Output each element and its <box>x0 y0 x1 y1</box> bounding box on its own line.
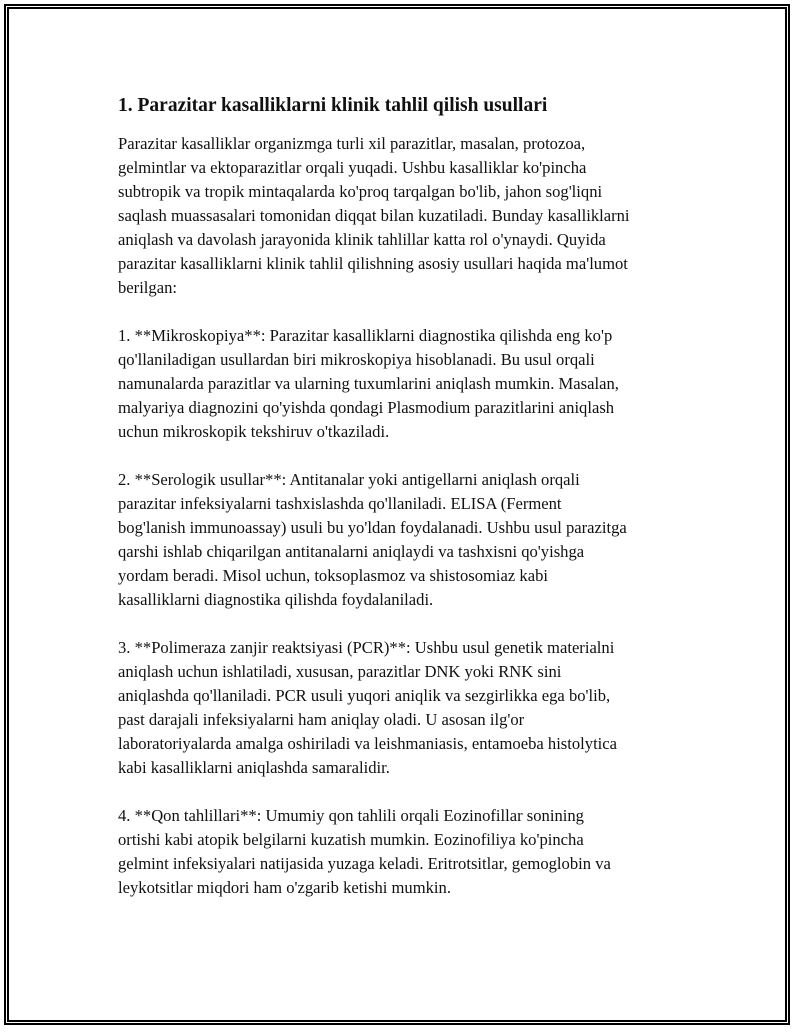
qon-tahlillari-paragraph: 4. **Qon tahlillari**: Umumiy qon tahlili orqali Eozinofillar sonining ortishi kabi atopik belgilarni kuzatish mumkin. Eozinofiliya ko'pincha gelmint infeksiyalari natijasida yuzaga keladi. Eritrotsitlar, gemoglobin va leykotsitlar miqdori ham o'zgarib ketishi mumkin. <box>118 806 611 897</box>
document-body <box>118 92 688 924</box>
serologik-paragraph: 2. **Serologik usullar**: Antitanalar yoki antigellarni aniqlash orqali parazitar infeksiyalarni tashxislashda qo'llaniladi. ELISA (Ferment bog'lanish immunoassay) usuli bu yo'ldan foydalanadi. Ushbu usul parazitga qarshi ishlab chiqarilgan antitanalarni aniqlaydi va tashxisni qo'yishga yordam beradi. Misol uchun, toksoplasmoz va shistosomiaz kabi kasalliklarni diagnostika qilishda foydalaniladi. <box>118 470 627 609</box>
pcr-paragraph: 3. **Polimeraza zanjir reaktsiyasi (PCR)**: Ushbu usul genetik materialni aniqlash uchun ishlatiladi, xususan, parazitlar DNK yoki RNK sini aniqlashda qo'llaniladi. PCR usuli yuqori aniqlik va sezgirlikka ega bo'lib, past darajali infeksiyalarni ham aniqlay oladi. U asosan ilg'or laboratoriyalarda amalga oshiriladi va leishmaniasis, entamoeba histolytica kabi kasalliklarni aniqlashda samaralidir. <box>118 638 618 777</box>
mikroskopiya-paragraph: 1. **Mikroskopiya**: Parazitar kasalliklarni diagnostika qilishda eng ko'p qo'llaniladigan usullardan biri mikroskopiya hisoblanadi. Bu usul orqali namunalarda parazitlar va ularning tuxumlarini aniqlash mumkin. Masalan, malyariya diagnozini qo'yishda qondagi Plasmodium parazitlarini aniqlash uchun mikroskopik tekshiruv o'tkaziladi. <box>118 326 619 441</box>
section-title: 1. Parazitar kasalliklarni klinik tahlil qilish usullari <box>118 95 548 116</box>
intro-paragraph: Parazitar kasalliklar organizmga turli xil parazitlar, masalan, protozoa, gelmintlar va ektoparazitlar orqali yuqadi. Ushbu kasalliklar ko'pincha subtropik va tropik mintaqalarda ko'proq tarqalgan bo'lib, jahon sog'liqni saqlash muassasalari tomonidan diqqat bilan kuzatiladi. Bunday kasalliklarni aniqlash va davolash jarayonida klinik tahlillar katta rol o'ynaydi. Quyida parazitar kasalliklarni klinik tahlil qilishning asosiy usullari haqida ma'lumot berilgan: <box>118 134 630 297</box>
